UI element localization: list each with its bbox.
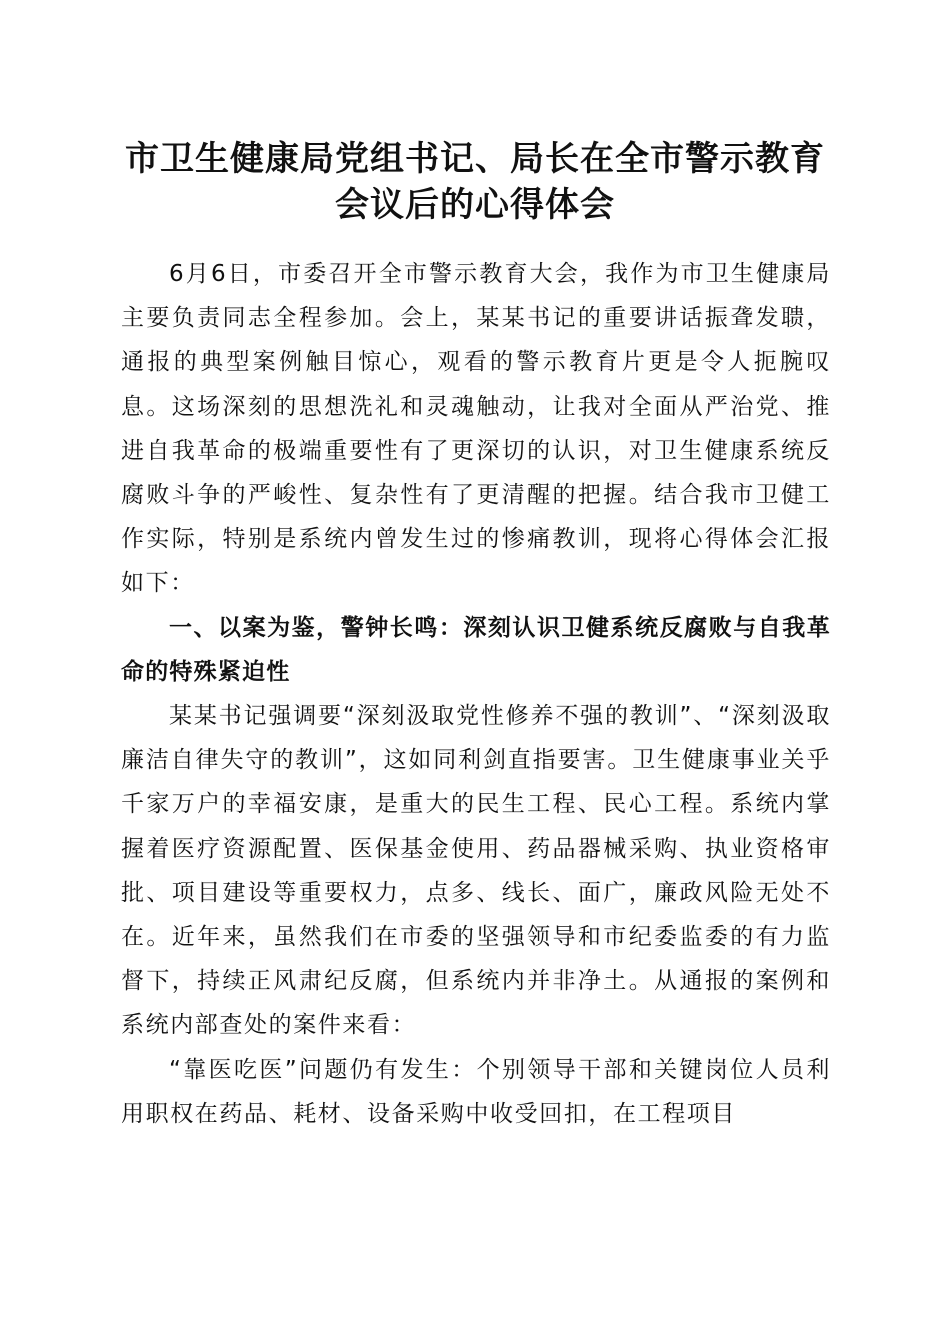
section-heading-1: 一、以案为鉴，警钟长鸣：深刻认识卫健系统反腐败与自我革命的特殊紧迫性 (121, 614, 831, 685)
document-body (121, 252, 831, 1136)
document-title-line-2: 会议后的心得体会 (335, 185, 615, 225)
document-title-line-1: 市卫生健康局党组书记、局长在全市警示教育 (125, 139, 825, 179)
paragraph-issue-1: “靠医吃医”问题仍有发生：个别领导干部和关键岗位人员利用职权在药品、耗材、设备采购中收受回扣，在工程项目 (121, 1056, 831, 1127)
paragraph-section-1: 某某书记强调要“深刻汲取党性修养不强的教训”、“深刻汲取廉洁自律失守的教训”，这如同利剑直指要害。卫生健康事业关乎千家万户的幸福安康，是重大的民生工程、民心工程。系统内掌握着医疗资源配置、医保基金使用、药品器械采购、执业资格审批、项目建设等重要权力，点多、线长、面广，廉政风险无处不在。近年来，虽然我们在市委的坚强领导和市纪委监委的有力监督下，持续正风肃纪反腐，但系统内并非净土。从通报的案例和系统内部查处的案件来看： (121, 703, 831, 1039)
paragraph-intro: 6月6日，市委召开全市警示教育大会，我作为市卫生健康局主要负责同志全程参加。会上，某某书记的重要讲话振聋发聩，通报的典型案例触目惊心，观看的警示教育片更是令人扼腕叹息。这场深刻的思想洗礼和灵魂触动，让我对全面从严治党、推进自我革命的极端重要性有了更深切的认识，对卫生健康系统反腐败斗争的严峻性、复杂性有了更清醒的把握。结合我市卫健工作实际，特别是系统内曾发生过的惨痛教训，现将心得体会汇报如下： (121, 261, 831, 597)
